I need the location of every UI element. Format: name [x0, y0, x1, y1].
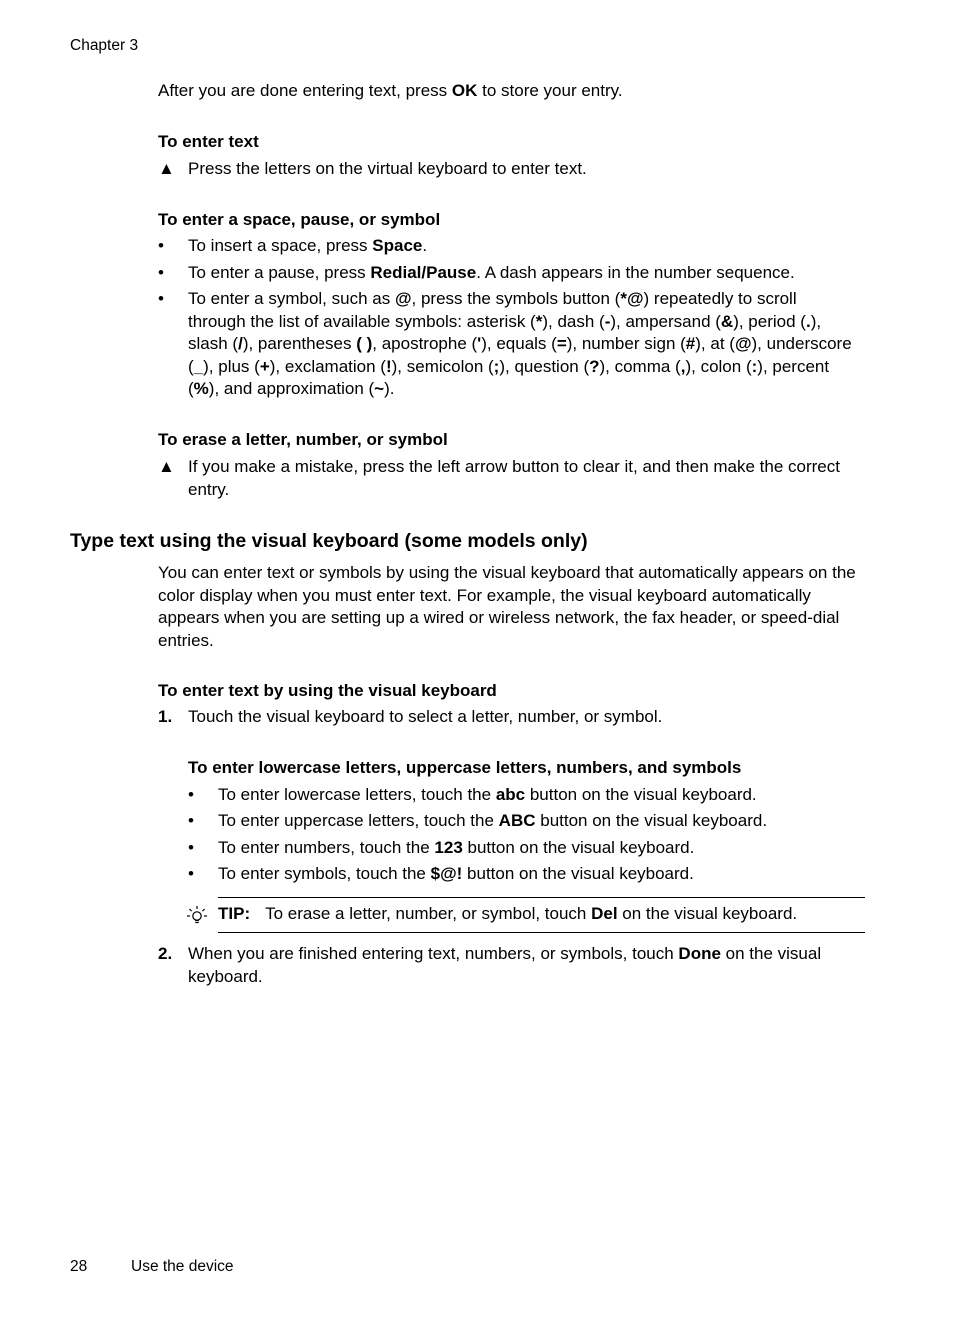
visual-keyboard-paragraph: You can enter text or symbols by using the visual keyboard that automatically appears on the color display when you must enter text. For example, the visual keyboard automatically appears when you are setting up a wired or wireless network, the fax header, or speed-dial entries. — [158, 563, 856, 650]
erase-step: If you make a mistake, press the left arrow button to clear it, and then make the correct entry. — [188, 457, 840, 499]
case-heading: To enter lowercase letters, uppercase letters, numbers, and symbols — [188, 758, 742, 777]
step-number: 2. — [158, 944, 173, 963]
lightbulb-icon — [186, 904, 208, 928]
running-header: Chapter 3 — [70, 37, 139, 54]
list-item: To enter numbers, touch the 123 button on the visual keyboard. — [218, 838, 695, 857]
list-item: To enter symbols, touch the $@! button on the visual keyboard. — [218, 864, 694, 883]
list-item: To enter lowercase letters, touch the abc button on the visual keyboard. — [218, 785, 757, 804]
tip-text: TIP: To erase a letter, number, or symbol, touch Del on the visual keyboard. — [218, 904, 798, 923]
triangle-icon: ▲ — [158, 457, 175, 476]
enter-text-step: Press the letters on the virtual keyboard to enter text. — [188, 159, 587, 178]
space-bullet: To insert a space, press Space. — [188, 236, 428, 255]
tip-label: TIP: — [218, 904, 251, 923]
step-2: When you are finished entering text, numbers, or symbols, touch Done on the visual keyboard. — [188, 944, 822, 986]
step-1: Touch the visual keyboard to select a letter, number, or symbol. — [188, 707, 663, 726]
bullet-icon: • — [188, 838, 194, 857]
bullet-icon: • — [158, 289, 164, 308]
bullet-icon: • — [188, 785, 194, 804]
pause-bullet: To enter a pause, press Redial/Pause. A dash appears in the number sequence. — [188, 263, 795, 282]
triangle-icon: ▲ — [158, 159, 175, 178]
bullet-icon: • — [158, 263, 164, 282]
tip-top-rule — [218, 897, 865, 898]
bullet-icon: • — [188, 864, 194, 883]
enter-text-heading: To enter text — [158, 132, 259, 151]
section-title: Type text using the visual keyboard (some models only) — [70, 530, 588, 552]
footer-section: Use the device — [131, 1258, 234, 1275]
visual-keyboard-heading: To enter text by using the visual keyboard — [158, 681, 497, 700]
ok-key: OK — [451, 81, 478, 100]
symbol-bullet: To enter a symbol, such as @, press the symbols button (*@) repeatedly to scroll through the list of available symbols: asterisk (*), dash (-), ampersand (&), period (.), slash (/), parentheses ( ), apostrophe ('), equals (=), number sign (#), at (@), underscore (_), plus (+), exclamation (!), semicolon (;), question (?), comma (,), colon (:), percent (%), and approximation (~). — [188, 289, 852, 398]
step-number: 1. — [158, 707, 173, 726]
intro-paragraph: After you are done entering text, press OK to store your entry. — [158, 81, 623, 100]
bullet-icon: • — [158, 236, 164, 255]
page-number: 28 — [70, 1258, 88, 1275]
list-item: To enter uppercase letters, touch the ABC button on the visual keyboard. — [218, 811, 768, 830]
tip-bottom-rule — [218, 932, 865, 933]
bullet-icon: • — [188, 811, 194, 830]
erase-heading: To erase a letter, number, or symbol — [158, 430, 448, 449]
space-heading: To enter a space, pause, or symbol — [158, 210, 441, 229]
